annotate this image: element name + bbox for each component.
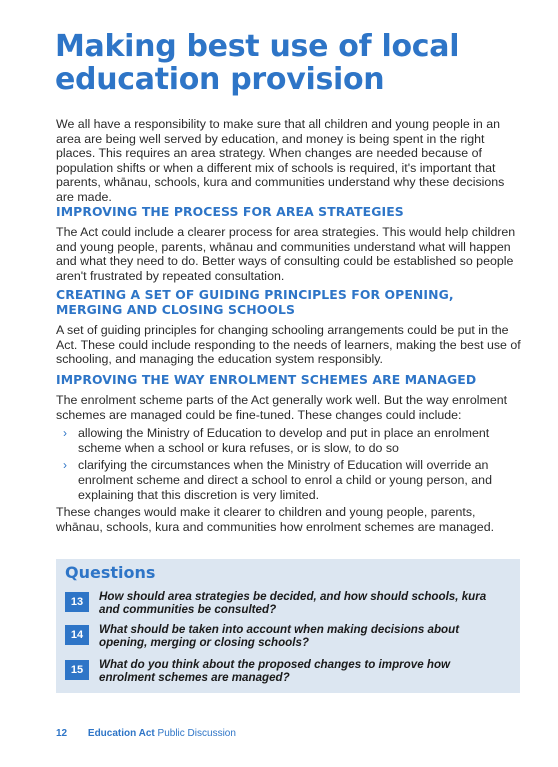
- section-paragraph: A set of guiding principles for changing schooling arrangements could be put in the Act. These could include responding to the needs of learners, making the best use of schooling, and managing the education system responsibly.: [56, 323, 521, 367]
- intro-block: [56, 117, 524, 205]
- section-area-strategies: [56, 204, 524, 283]
- chevron-right-icon: ›: [63, 426, 67, 441]
- list-item-text: clarifying the circumstances when the Ministry of Education will override an enrolment scheme and direct a school to enrol a child or young person, and explaining that this discretion is very limited.: [78, 458, 492, 502]
- bullet-list: [56, 426, 524, 502]
- publication-title: Education Act: [87, 728, 155, 739]
- section-paragraph: The enrolment scheme parts of the Act generally work well. But the way enrolment schemes are managed could be fine-tuned. These changes could include:: [56, 393, 508, 422]
- page-footer: [56, 728, 236, 739]
- page-title: Making best use of local education provision: [55, 29, 460, 97]
- list-item: [56, 426, 524, 455]
- section-enrolment-schemes: [56, 372, 524, 534]
- section-paragraph: The Act could include a clearer process for area strategies. This would help children and young people, parents, whānau and communities understand what will happen and what they need to do. Better ways of consulting could be established so people aren't frustrated by repeated consultation.: [56, 225, 516, 283]
- intro-paragraph: We all have a responsibility to make sure that all children and young people in an area are being well served by education, and money is being spent in the right places. This requires an area strategy. When changes are needed because of population shifts or when a different mix of schools is required, it's important that parents, whānau, schools, kura and communities understand why these decisions are made.: [56, 117, 505, 204]
- questions-box: [56, 559, 520, 693]
- question-number: 13: [65, 592, 89, 612]
- section-heading: CREATING A SET OF GUIDING PRINCIPLES FOR OPENING, MERGING AND CLOSING SCHOOLS: [56, 287, 454, 317]
- chevron-right-icon: ›: [63, 458, 67, 473]
- question-number: 14: [65, 625, 89, 645]
- question-text: How should area strategies be decided, and how should schools, kura and communities be consulted?: [99, 590, 487, 616]
- section-heading: IMPROVING THE PROCESS FOR AREA STRATEGIES: [56, 204, 404, 219]
- section-heading: IMPROVING THE WAY ENROLMENT SCHEMES ARE MANAGED: [56, 372, 477, 387]
- list-item-text: allowing the Ministry of Education to develop and put in place an enrolment scheme when a school or kura refuses, or is slow, to do so: [78, 426, 490, 455]
- section-guiding-principles: [56, 287, 524, 367]
- closing-paragraph: These changes would make it clearer to children and young people, parents, whānau, schools, kura and communities how enrolment schemes are managed.: [56, 505, 495, 534]
- question-text: What should be taken into account when making decisions about opening, merging or closing schools?: [99, 623, 460, 649]
- question-number: 15: [65, 660, 89, 680]
- question-text: What do you think about the proposed changes to improve how enrolment schemes are managed?: [99, 658, 451, 684]
- publication-subtitle: Public Discussion: [157, 728, 236, 739]
- page-number: 12: [56, 728, 68, 739]
- questions-heading: Questions: [65, 563, 156, 582]
- list-item: [56, 458, 524, 502]
